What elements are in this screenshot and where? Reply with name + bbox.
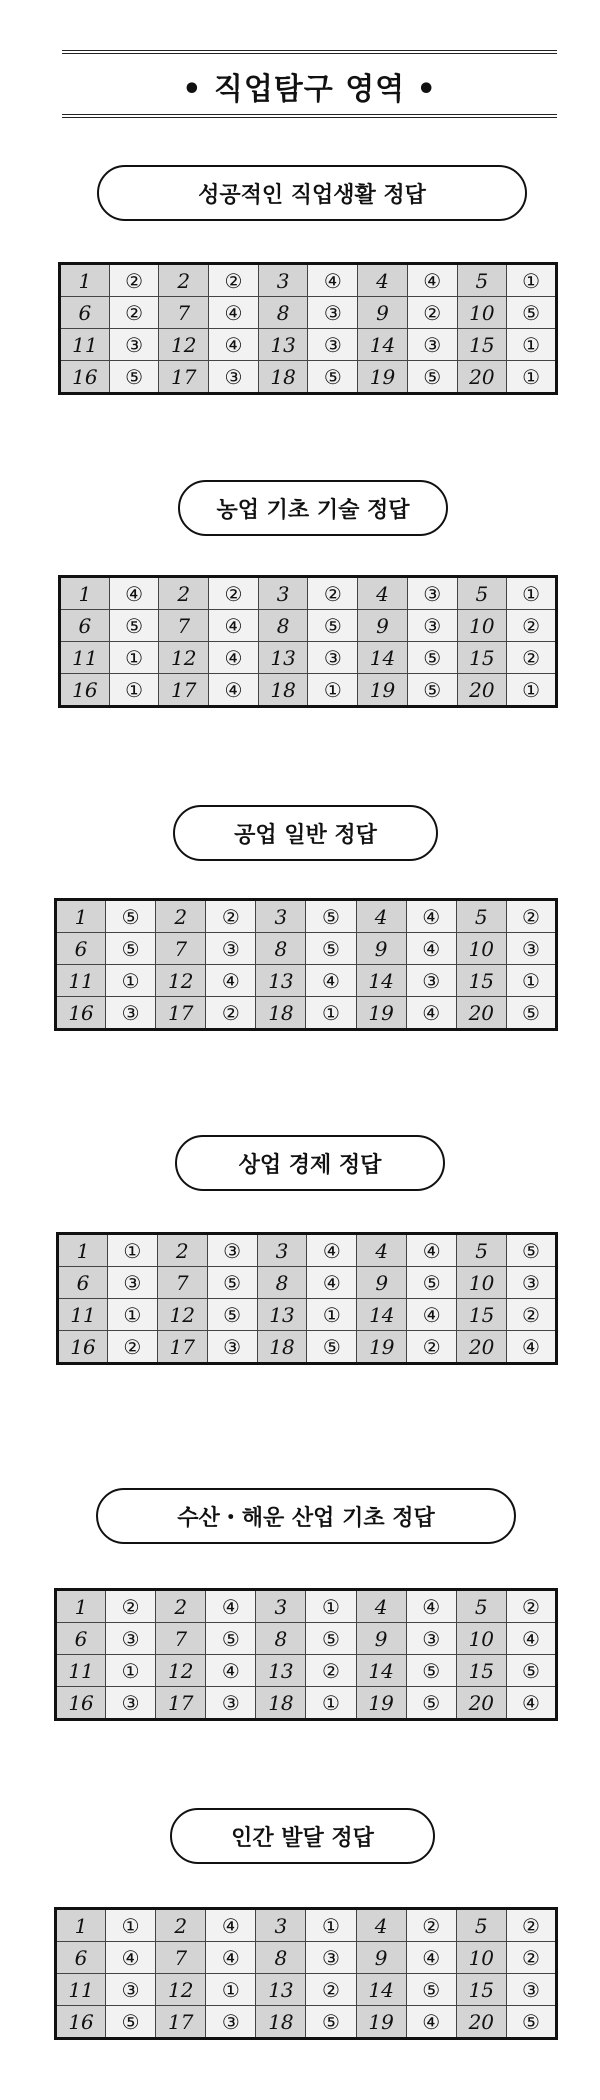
answer-choice: ③ [106, 1687, 156, 1720]
answer-choice: ⑤ [507, 1234, 557, 1267]
answer-choice: ① [109, 642, 159, 674]
question-number: 20 [456, 1687, 506, 1720]
answer-choice: ③ [507, 1267, 557, 1299]
question-number: 3 [257, 1234, 307, 1267]
table-row [60, 264, 557, 297]
question-number: 15 [457, 642, 507, 674]
question-number: 11 [60, 329, 110, 361]
answer-choice: ③ [207, 1234, 257, 1267]
answer-choice: ① [206, 1974, 256, 2006]
question-number: 2 [159, 264, 209, 297]
question-number: 17 [156, 997, 206, 1030]
question-number: 5 [456, 900, 506, 933]
table-row [60, 329, 557, 361]
question-number: 8 [257, 1267, 307, 1299]
question-number: 11 [56, 1655, 106, 1687]
header-bottom-rule [62, 114, 557, 118]
table-row [56, 933, 557, 965]
question-number: 10 [457, 297, 507, 329]
question-number: 8 [256, 1942, 306, 1974]
answer-choice: ④ [407, 1299, 457, 1331]
question-number: 20 [456, 997, 506, 1030]
question-number: 19 [356, 1687, 406, 1720]
answer-choice: ③ [107, 1267, 157, 1299]
question-number: 14 [358, 329, 408, 361]
question-number: 17 [156, 2006, 206, 2039]
question-number: 18 [256, 2006, 306, 2039]
answer-choice: ③ [407, 610, 457, 642]
answer-choice: ③ [308, 297, 358, 329]
answer-choice: ④ [106, 1942, 156, 1974]
answer-choice: ③ [407, 329, 457, 361]
answer-choice: ④ [406, 933, 456, 965]
answer-choice: ⑤ [308, 361, 358, 394]
question-number: 11 [56, 965, 106, 997]
question-number: 15 [457, 329, 507, 361]
question-number: 14 [356, 1655, 406, 1687]
answer-choice: ④ [406, 2006, 456, 2039]
header-top-rule [62, 50, 557, 54]
section-title: 성공적인 직업생활 정답 [97, 165, 527, 221]
table-row [58, 1234, 557, 1267]
answer-choice: ⑤ [306, 2006, 356, 2039]
question-number: 3 [256, 1590, 306, 1623]
question-number: 7 [159, 297, 209, 329]
question-number: 20 [456, 2006, 506, 2039]
question-number: 20 [457, 674, 507, 707]
question-number: 6 [60, 610, 110, 642]
answer-choice: ④ [209, 329, 259, 361]
table-row [58, 1331, 557, 1364]
question-number: 13 [258, 329, 308, 361]
answer-choice: ③ [306, 1942, 356, 1974]
question-number: 16 [56, 2006, 106, 2039]
question-number: 8 [258, 610, 308, 642]
question-number: 11 [58, 1299, 108, 1331]
answer-choice: ② [109, 297, 159, 329]
answer-choice: ① [308, 674, 358, 707]
answer-choice: ⑤ [407, 1267, 457, 1299]
question-number: 6 [56, 933, 106, 965]
answer-choice: ② [507, 1299, 557, 1331]
answer-choice: ⑤ [407, 361, 457, 394]
answer-choice: ② [107, 1331, 157, 1364]
answer-choice: ⑤ [109, 361, 159, 394]
answer-choice: ② [206, 900, 256, 933]
question-number: 3 [258, 264, 308, 297]
answer-choice: ③ [506, 1974, 556, 2006]
answer-table [58, 575, 558, 708]
question-number: 13 [257, 1299, 307, 1331]
question-number: 1 [60, 577, 110, 610]
answer-choice: ① [507, 674, 557, 707]
section-title: 인간 발달 정답 [170, 1808, 435, 1864]
question-number: 16 [58, 1331, 108, 1364]
question-number: 6 [56, 1942, 106, 1974]
question-number: 16 [60, 674, 110, 707]
answer-choice: ① [106, 1909, 156, 1942]
answer-choice: ③ [207, 1331, 257, 1364]
question-number: 9 [357, 1267, 407, 1299]
question-number: 4 [357, 1234, 407, 1267]
answer-choice: ① [106, 965, 156, 997]
question-number: 18 [256, 1687, 306, 1720]
answer-choice: ④ [206, 965, 256, 997]
question-number: 8 [256, 1623, 306, 1655]
table-row [56, 1942, 557, 1974]
answer-choice: ⑤ [407, 674, 457, 707]
question-number: 17 [157, 1331, 207, 1364]
answer-choice: ① [107, 1234, 157, 1267]
answer-choice: ③ [406, 1623, 456, 1655]
answer-choice: ③ [206, 933, 256, 965]
answer-table [54, 898, 558, 1031]
answer-choice: ④ [307, 1267, 357, 1299]
answer-choice: ⑤ [106, 933, 156, 965]
answer-choice: ④ [406, 997, 456, 1030]
section-title: 수산・해운 산업 기초 정답 [96, 1488, 516, 1544]
answer-choice: ② [506, 1909, 556, 1942]
answer-choice: ② [406, 1909, 456, 1942]
question-number: 5 [457, 264, 507, 297]
table-row [60, 577, 557, 610]
question-number: 4 [358, 577, 408, 610]
question-number: 2 [156, 1590, 206, 1623]
answer-choice: ⑤ [406, 1687, 456, 1720]
answer-choice: ① [506, 965, 556, 997]
answer-choice: ① [107, 1299, 157, 1331]
answer-choice: ④ [109, 577, 159, 610]
question-number: 12 [156, 965, 206, 997]
question-number: 14 [358, 642, 408, 674]
question-number: 16 [56, 1687, 106, 1720]
answer-choice: ⑤ [308, 610, 358, 642]
question-number: 16 [56, 997, 106, 1030]
table-row [56, 1590, 557, 1623]
answer-choice: ③ [506, 933, 556, 965]
answer-choice: ⑤ [506, 2006, 556, 2039]
question-number: 15 [456, 965, 506, 997]
answer-choice: ④ [506, 1623, 556, 1655]
answer-choice: ④ [407, 1234, 457, 1267]
answer-choice: ① [106, 1655, 156, 1687]
answer-choice: ⑤ [406, 1974, 456, 2006]
table-row [60, 361, 557, 394]
answer-choice: ⑤ [307, 1331, 357, 1364]
question-number: 4 [358, 264, 408, 297]
question-number: 14 [356, 965, 406, 997]
question-number: 3 [256, 1909, 306, 1942]
answer-choice: ② [308, 577, 358, 610]
question-number: 10 [456, 1942, 506, 1974]
table-row [56, 997, 557, 1030]
answer-choice: ③ [106, 997, 156, 1030]
table-row [56, 1909, 557, 1942]
question-number: 18 [258, 674, 308, 707]
answer-choice: ② [206, 997, 256, 1030]
answer-choice: ⑤ [109, 610, 159, 642]
table-row [56, 2006, 557, 2039]
question-number: 3 [258, 577, 308, 610]
answer-choice: ④ [407, 264, 457, 297]
answer-choice: ② [407, 1331, 457, 1364]
question-number: 20 [457, 361, 507, 394]
answer-choice: ④ [209, 297, 259, 329]
question-number: 9 [356, 933, 406, 965]
answer-choice: ⑤ [106, 900, 156, 933]
question-number: 1 [56, 900, 106, 933]
question-number: 5 [457, 1234, 507, 1267]
answer-choice: ④ [206, 1942, 256, 1974]
answer-choice: ④ [206, 1909, 256, 1942]
answer-choice: ③ [209, 361, 259, 394]
question-number: 15 [456, 1655, 506, 1687]
answer-choice: ① [306, 1909, 356, 1942]
question-number: 4 [356, 1909, 406, 1942]
answer-choice: ② [106, 1590, 156, 1623]
question-number: 2 [157, 1234, 207, 1267]
question-number: 10 [456, 1623, 506, 1655]
question-number: 6 [58, 1267, 108, 1299]
answer-choice: ① [306, 1687, 356, 1720]
question-number: 19 [358, 361, 408, 394]
question-number: 2 [159, 577, 209, 610]
question-number: 11 [56, 1974, 106, 2006]
question-number: 5 [457, 577, 507, 610]
question-number: 16 [60, 361, 110, 394]
answer-choice: ① [109, 674, 159, 707]
question-number: 7 [157, 1267, 207, 1299]
answer-choice: ④ [206, 1590, 256, 1623]
question-number: 13 [256, 1655, 306, 1687]
question-number: 20 [457, 1331, 507, 1364]
answer-choice: ② [209, 577, 259, 610]
question-number: 13 [258, 642, 308, 674]
question-number: 12 [156, 1974, 206, 2006]
table-row [56, 1687, 557, 1720]
answer-choice: ④ [307, 1234, 357, 1267]
answer-choice: ⑤ [306, 900, 356, 933]
table-row [58, 1267, 557, 1299]
answer-choice: ③ [206, 1687, 256, 1720]
answer-choice: ③ [308, 642, 358, 674]
question-number: 7 [156, 1623, 206, 1655]
answer-choice: ② [407, 297, 457, 329]
question-number: 19 [356, 997, 406, 1030]
question-number: 10 [457, 1267, 507, 1299]
section-title: 농업 기초 기술 정답 [178, 480, 448, 536]
question-number: 15 [457, 1299, 507, 1331]
question-number: 19 [358, 674, 408, 707]
question-number: 8 [258, 297, 308, 329]
answer-choice: ③ [308, 329, 358, 361]
answer-choice: ③ [206, 2006, 256, 2039]
answer-choice: ④ [308, 264, 358, 297]
answer-choice: ① [507, 264, 557, 297]
answer-table [56, 1232, 558, 1365]
answer-table [58, 262, 558, 395]
answer-choice: ① [306, 1590, 356, 1623]
answer-choice: ③ [406, 965, 456, 997]
question-number: 6 [56, 1623, 106, 1655]
question-number: 12 [156, 1655, 206, 1687]
question-number: 5 [456, 1590, 506, 1623]
question-number: 6 [60, 297, 110, 329]
question-number: 17 [156, 1687, 206, 1720]
section-title: 공업 일반 정답 [173, 805, 438, 861]
answer-choice: ③ [106, 1623, 156, 1655]
answer-choice: ④ [506, 1687, 556, 1720]
question-number: 9 [356, 1942, 406, 1974]
answer-choice: ④ [406, 1590, 456, 1623]
answer-choice: ② [209, 264, 259, 297]
question-number: 2 [156, 900, 206, 933]
question-number: 11 [60, 642, 110, 674]
answer-choice: ④ [206, 1655, 256, 1687]
question-number: 2 [156, 1909, 206, 1942]
answer-table [54, 1907, 558, 2040]
table-row [56, 1974, 557, 2006]
question-number: 12 [157, 1299, 207, 1331]
answer-choice: ⑤ [207, 1267, 257, 1299]
question-number: 9 [356, 1623, 406, 1655]
answer-choice: ① [507, 329, 557, 361]
question-number: 1 [58, 1234, 108, 1267]
answer-choice: ⑤ [306, 1623, 356, 1655]
table-row [56, 1655, 557, 1687]
answer-choice: ③ [407, 577, 457, 610]
table-row [60, 642, 557, 674]
answer-choice: ① [307, 1299, 357, 1331]
question-number: 18 [258, 361, 308, 394]
question-number: 1 [56, 1909, 106, 1942]
answer-choice: ② [306, 1974, 356, 2006]
question-number: 12 [159, 329, 209, 361]
answer-choice: ④ [306, 965, 356, 997]
answer-choice: ④ [507, 1331, 557, 1364]
answer-choice: ② [506, 1942, 556, 1974]
answer-choice: ② [506, 900, 556, 933]
answer-choice: ④ [406, 900, 456, 933]
table-row [56, 1623, 557, 1655]
answer-choice: ① [306, 997, 356, 1030]
question-number: 8 [256, 933, 306, 965]
question-number: 15 [456, 1974, 506, 2006]
answer-choice: ② [507, 610, 557, 642]
answer-choice: ⑤ [406, 1655, 456, 1687]
answer-choice: ④ [209, 610, 259, 642]
question-number: 7 [156, 933, 206, 965]
question-number: 14 [357, 1299, 407, 1331]
section-title: 상업 경제 정답 [175, 1135, 445, 1191]
table-row [60, 674, 557, 707]
question-number: 9 [358, 297, 408, 329]
page-title: • 직업탐구 영역 • [182, 72, 437, 107]
question-number: 12 [159, 642, 209, 674]
answer-choice: ⑤ [507, 297, 557, 329]
table-row [56, 900, 557, 933]
question-number: 4 [356, 900, 406, 933]
answer-table [54, 1588, 558, 1721]
answer-choice: ⑤ [407, 642, 457, 674]
question-number: 13 [256, 965, 306, 997]
question-number: 13 [256, 1974, 306, 2006]
answer-choice: ② [109, 264, 159, 297]
question-number: 14 [356, 1974, 406, 2006]
answer-choice: ③ [106, 1974, 156, 2006]
answer-choice: ① [507, 361, 557, 394]
answer-choice: ⑤ [207, 1299, 257, 1331]
answer-choice: ① [507, 577, 557, 610]
page-header [62, 50, 557, 118]
question-number: 18 [257, 1331, 307, 1364]
question-number: 10 [456, 933, 506, 965]
table-row [56, 965, 557, 997]
answer-choice: ④ [209, 674, 259, 707]
question-number: 1 [56, 1590, 106, 1623]
answer-choice: ⑤ [206, 1623, 256, 1655]
question-number: 9 [358, 610, 408, 642]
question-number: 10 [457, 610, 507, 642]
question-number: 19 [356, 2006, 406, 2039]
question-number: 5 [456, 1909, 506, 1942]
answer-choice: ⑤ [306, 933, 356, 965]
question-number: 7 [159, 610, 209, 642]
answer-choice: ③ [109, 329, 159, 361]
answer-choice: ④ [209, 642, 259, 674]
question-number: 1 [60, 264, 110, 297]
table-row [60, 297, 557, 329]
answer-choice: ⑤ [506, 997, 556, 1030]
table-row [58, 1299, 557, 1331]
question-number: 4 [356, 1590, 406, 1623]
question-number: 18 [256, 997, 306, 1030]
answer-choice: ⑤ [106, 2006, 156, 2039]
answer-choice: ④ [406, 1942, 456, 1974]
table-row [60, 610, 557, 642]
answer-choice: ② [506, 1590, 556, 1623]
question-number: 17 [159, 361, 209, 394]
question-number: 19 [357, 1331, 407, 1364]
question-number: 17 [159, 674, 209, 707]
question-number: 7 [156, 1942, 206, 1974]
answer-choice: ② [306, 1655, 356, 1687]
answer-choice: ② [507, 642, 557, 674]
answer-choice: ⑤ [506, 1655, 556, 1687]
question-number: 3 [256, 900, 306, 933]
